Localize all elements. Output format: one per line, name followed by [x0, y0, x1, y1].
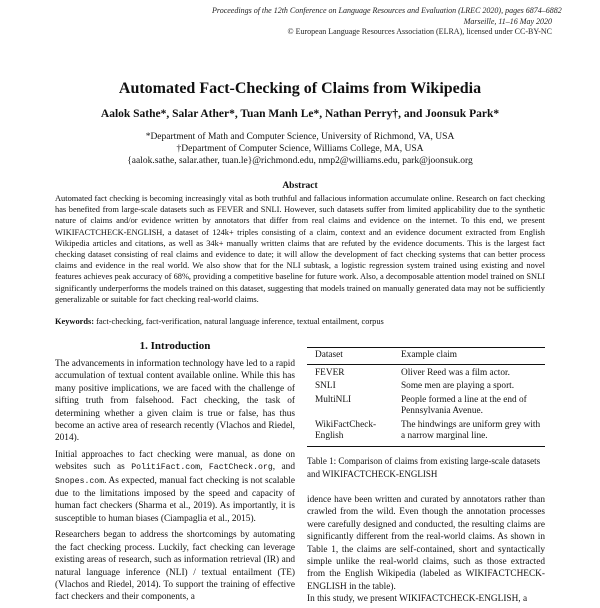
intro-paragraph: The advancements in information technology have led to a rapid accumulation of textual content available online. While this has many positive implications, we are faced with the challenge of sifting truth from falsehood. Fact checking, the task of determining whether a given claim is true or false, has thus become an active area of research recently (Vlachos and Riedel, 2014).	[55, 359, 295, 444]
intro-text: . As expected, manual fact checking is not scalable due to the limitations imposed by the speed and capacity of human fact checkers (Sharma et al., 2019). As importantly, it is susceptible to human biases (Ciampaglia et al., 2015).	[55, 475, 295, 524]
column-header-dataset: Dataset	[307, 348, 393, 365]
keywords	[55, 316, 545, 327]
abstract-heading: Abstract	[282, 181, 318, 191]
author-list: Aalok Sathe*, Salar Ather*, Tuan Manh Le*, Nathan Perry†, and Joonsuk Park*	[100, 108, 500, 120]
dataset-cell: SNLI	[315, 381, 336, 391]
intro-paragraph	[55, 449, 295, 525]
paper-title: Automated Fact-Checking of Claims from Wikipedia	[118, 80, 482, 97]
right-column-text	[307, 494, 545, 606]
claims-table	[307, 347, 545, 447]
body-paragraph: In this study, we present WIKIFACTCHECK-ENGLISH, a	[307, 594, 528, 605]
intro-text: ,	[200, 462, 209, 473]
dataset-cell: MultiNLI	[315, 394, 352, 405]
table-1	[307, 347, 545, 447]
column-header-example: Example claim	[393, 348, 545, 365]
intro-text: Initial approaches to fact checking were manual, as done on websites such as	[55, 449, 295, 473]
claim-cell: Oliver Reed was a film actor.	[401, 367, 510, 378]
author-emails: {aalok.sathe, salar.ather, tuan.le}@richmond.edu, nmp2@williams.edu, park@joonsuk.org	[127, 156, 473, 166]
claim-cell: People formed a line at the end of Pennsylvania Avenue.	[401, 394, 527, 416]
proceedings-line: Proceedings of the 12th Conference on Language Resources and Evaluation (LREC 2020), pages 6874–6882	[212, 6, 562, 15]
snopes-link[interactable]: Snopes.com	[55, 476, 105, 486]
dataset-cell: WikiFactCheck-English	[307, 419, 393, 447]
section-heading-introduction: 1. Introduction	[139, 340, 211, 352]
keywords-text: fact-checking, fact-verification, natural language inference, textual entailment, corpus	[96, 317, 384, 326]
politifact-link[interactable]: PolitiFact.com	[131, 463, 201, 473]
claim-cell: The hindwings are uniform grey with a narrow marginal line.	[393, 419, 545, 447]
table-row	[307, 364, 545, 380]
affiliation-richmond: *Department of Math and Computer Science, University of Richmond, VA, USA	[145, 132, 455, 142]
introduction-column	[55, 358, 295, 608]
table-caption: Table 1: Comparison of claims from existing large-scale datasets and WIKIFACTCHECK-ENGLISH	[307, 456, 541, 479]
affiliations	[0, 131, 600, 167]
intro-text: , and	[272, 462, 295, 473]
dataset-cell: FEVER	[315, 367, 345, 378]
intro-paragraph: Researchers began to address the shortcomings by automating the fact checking process. Luckily, fact checking can leverage existing areas of research, such as information retrieval (IR) and natural language inference (NLI) / textual entailment (TE) (Vlachos and Riedel, 2014). To support the training of effective fact checkers and their components, a	[55, 530, 295, 603]
proceedings-header	[212, 6, 562, 38]
table-row	[307, 419, 545, 447]
abstract-text: Automated fact checking is becoming increasingly vital as both truthful and fallacious information accumulate online. Research on fact checking has benefited from large-scale datasets such as FEVER and SNLI. However, such datasets suffer from limited applicability due to the synthetic nature of claims and/or evidence written by annotators that differ from real claims and evidence on the internet. To this end, we present WIKIFACTCHECK-ENGLISH, a dataset of 124k+ triples consisting of a claim, context and an evidence document extracted from English Wikipedia articles and citations, as well as 34k+ manually written claims that are refuted by the evidence documents. This is the largest fact checking dataset consisting of real claims and evidence to date; it will allow the development of fact checking systems that can better process claims and evidence in the real world. We also show that for the NLI subtask, a logistic regression system trained using existing and novel features achieves peak accuracy of 68%, providing a competitive baseline for future work. Also, a decomposable attention model trained on SNLI significantly underperforms the models trained on this dataset, suggesting that models trained on manually generated data may not be sufficiently generalizable or suitable for fact checking real-world claims.	[55, 194, 545, 304]
table-row	[307, 394, 545, 419]
claim-cell: Some men are playing a sport.	[401, 381, 515, 391]
affiliation-williams: †Department of Computer Science, Williams College, MA, USA	[176, 144, 424, 154]
table-header-row	[307, 348, 545, 365]
body-paragraph: idence have been written and curated by annotators rather than crawled from the wild. Even though the annotation processes were carefully designed and conducted, the resulting claims are significantly different from the real-world claims. As shown in Table 1, the claims are self-contained, short and syntactically simple unlike the real-world claims, such as those extracted from the English Wikipedia (labeled as WIKIFACTCHECK-ENGLISH in the table).	[307, 495, 545, 592]
factcheck-link[interactable]: FactCheck.org	[208, 463, 273, 473]
venue-line: Marseille, 11–16 May 2020	[463, 16, 552, 26]
keywords-label: Keywords:	[55, 317, 95, 326]
table-row	[307, 380, 545, 394]
license-line: © European Language Resources Association (ELRA), licensed under CC-BY-NC	[287, 27, 552, 36]
